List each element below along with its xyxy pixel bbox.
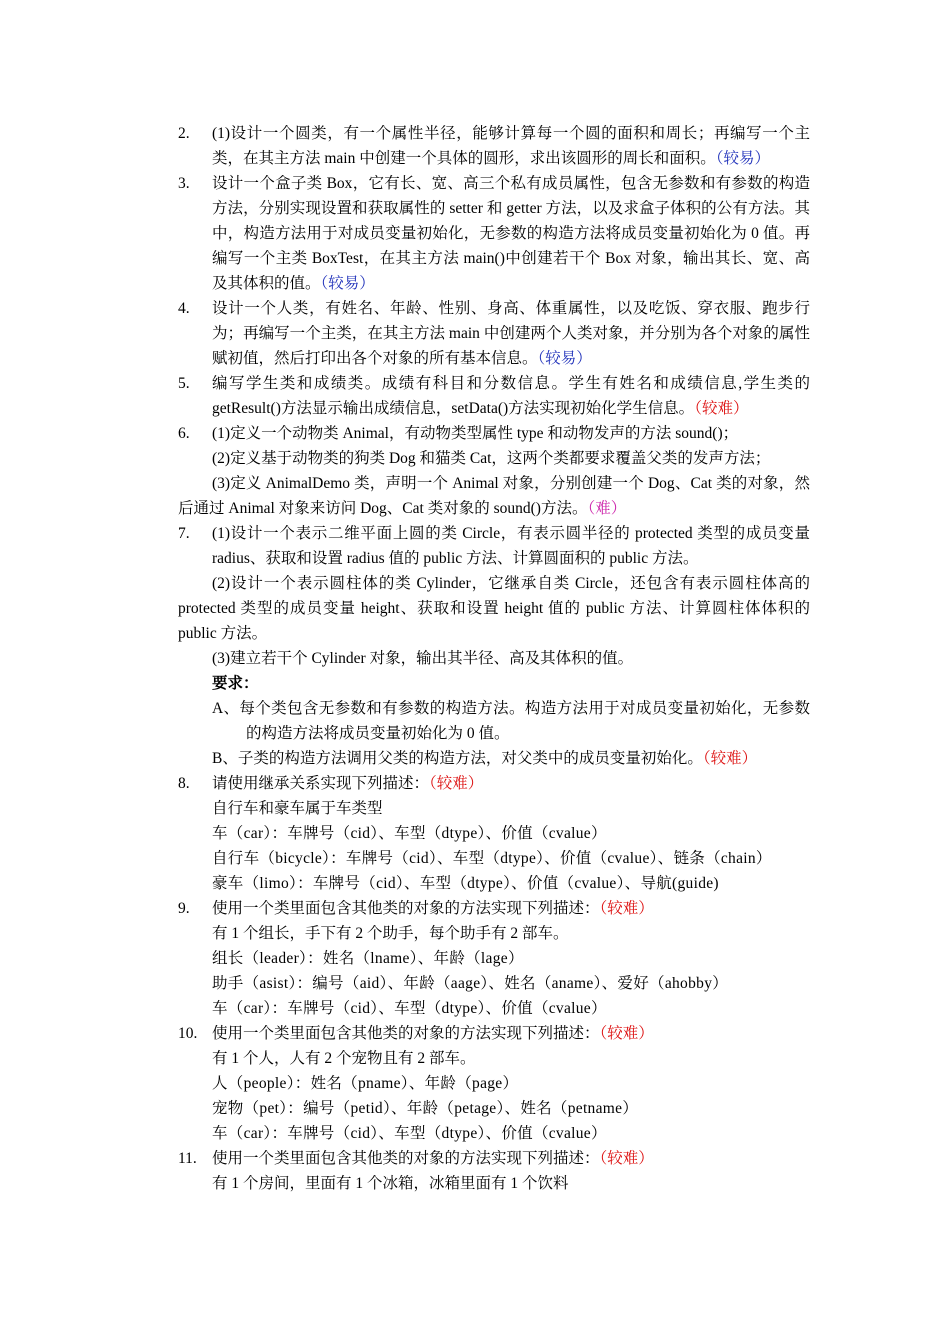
requirement-b: B、子类的构造方法调用父类的构造方法，对父类中的成员变量初始化。 — [212, 750, 703, 767]
question-number: 3. — [178, 175, 190, 192]
difficulty-tag: （较易） — [537, 350, 592, 367]
question-line: 车（car）：车牌号（cid）、车型（dtype）、价值（cvalue） — [212, 1000, 607, 1017]
question-10 — [178, 1021, 810, 1146]
question-line: (1)定义一个动物类 Animal，有动物类型属性 type 和动物发声的方法 sound()； — [212, 425, 739, 442]
question-line: (3)建立若干个 Cylinder 对象，输出其半径、高及其体积的值。 — [212, 650, 634, 667]
question-number: 2. — [178, 125, 190, 142]
question-9 — [178, 896, 810, 1021]
question-text: 使用一个类里面包含其他类的对象的方法实现下列描述： — [212, 1025, 600, 1042]
question-line: (2)定义基于动物类的狗类 Dog 和猫类 Cat，这两个类都要求覆盖父类的发声方法； — [212, 450, 771, 467]
question-line: 有 1 个房间，里面有 1 个冰箱，冰箱里面有 1 个饮料 — [212, 1175, 569, 1192]
question-number: 7. — [178, 525, 190, 542]
question-line: 宠物（pet）：编号（petid）、年龄（petage）、姓名（petname） — [212, 1100, 639, 1117]
difficulty-tag: （较难） — [702, 750, 758, 767]
question-5 — [178, 371, 810, 421]
question-line: 车（car）：车牌号（cid）、车型（dtype）、价值（cvalue） — [212, 825, 607, 842]
question-text: 请使用继承关系实现下列描述： — [212, 775, 430, 792]
question-text: 编写学生类和成绩类。成绩有科目和分数信息。学生有姓名和成绩信息,学生类的getResult()方法显示输出成绩信息，setData()方法实现初始化学生信息。 — [212, 375, 810, 417]
document-page — [178, 121, 810, 1196]
question-number: 4. — [178, 300, 190, 317]
requirements-heading: 要求： — [212, 675, 259, 692]
difficulty-tag: （较难） — [694, 400, 749, 417]
question-text: 使用一个类里面包含其他类的对象的方法实现下列描述： — [212, 1150, 600, 1167]
difficulty-tag: （较易） — [715, 150, 771, 167]
question-number: 10. — [178, 1025, 198, 1042]
question-line: (3)定义 AnimalDemo 类，声明一个 Animal 对象，分别创建一个 Dog、Cat 类的对象，然后通过 Animal 对象来访问 Dog、Cat 类对象的 sound()方法。 — [178, 475, 810, 517]
difficulty-tag: （较难） — [429, 775, 484, 792]
question-line: 有 1 个组长，手下有 2 个助手，每个助手有 2 部车。 — [212, 925, 569, 942]
question-text: 使用一个类里面包含其他类的对象的方法实现下列描述： — [212, 900, 600, 917]
question-6 — [178, 421, 810, 521]
question-number: 5. — [178, 375, 190, 392]
question-line: 豪车（limo）：车牌号（cid）、车型（dtype）、价值（cvalue）、导航(guide) — [212, 875, 719, 892]
question-text: (1)设计一个圆类，有一个属性半径，能够计算每一个圆的面积和周长；再编写一个主类，在其主方法 main 中创建一个具体的圆形，求出该圆形的周长和面积。 — [212, 125, 810, 167]
difficulty-tag: （较难） — [599, 900, 654, 917]
difficulty-tag: （较难） — [599, 1025, 654, 1042]
question-2 — [178, 121, 810, 171]
question-line: 人（people）：姓名（pname）、年龄（page） — [212, 1075, 519, 1092]
difficulty-tag: （难） — [587, 500, 627, 517]
question-line: 车（car）：车牌号（cid）、车型（dtype）、价值（cvalue） — [212, 1125, 607, 1142]
question-number: 8. — [178, 775, 190, 792]
question-3 — [178, 171, 810, 296]
question-line: 自行车和豪车属于车类型 — [212, 800, 383, 817]
question-number: 11. — [178, 1150, 197, 1167]
question-line: (1)设计一个表示二维平面上圆的类 Circle，有表示圆半径的 protected 类型的成员变量 radius、获取和设置 radius 值的 public 方法、计算圆面积的 public 方法。 — [212, 525, 810, 567]
question-7 — [178, 521, 810, 771]
difficulty-tag: （较易） — [320, 275, 375, 292]
question-line: 助手（asist）：编号（aid）、年龄（aage）、姓名（aname）、爱好（ahobby） — [212, 975, 729, 992]
question-number: 9. — [178, 900, 190, 917]
question-line: 组长（leader）：姓名（lname）、年龄（lage） — [212, 950, 524, 967]
question-line: 有 1 个人，人有 2 个宠物且有 2 部车。 — [212, 1050, 476, 1067]
question-number: 6. — [178, 425, 190, 442]
requirement-a: A、每个类包含无参数和有参数的构造方法。构造方法用于对成员变量初始化，无参数的构造方法将成员变量初始化为 0 值。 — [212, 700, 810, 742]
difficulty-tag: （较难） — [599, 1150, 654, 1167]
question-text: 设计一个人类，有姓名、年龄、性别、身高、体重属性，以及吃饭、穿衣服、跑步行为；再编写一个主类，在其主方法 main 中创建两个人类对象，并分别为各个对象的属性赋初值，然后打印出各个对象的所有基本信息。 — [212, 300, 810, 367]
question-11 — [178, 1146, 810, 1196]
question-text: 设计一个盒子类 Box，它有长、宽、高三个私有成员属性，包含无参数和有参数的构造方法，分别实现设置和获取属性的 setter 和 getter 方法，以及求盒子体积的公有方法。其中，构造方法用于对成员变量初始化，无参数的构造方法将成员变量初始化为 0 值。再编写一个主类 BoxTest，在其主方法 main()中创建若干个 Box 对象，输出其长、宽、高及其体积的值。 — [212, 175, 810, 292]
question-line: 自行车（bicycle）：车牌号（cid）、车型（dtype）、价值（cvalue）、链条（chain） — [212, 850, 772, 867]
question-line: (2)设计一个表示圆柱体的类 Cylinder，它继承自类 Circle，还包含有表示圆柱体高的 protected 类型的成员变量 height、获取和设置 height 值的 public 方法、计算圆柱体体积的 public 方法。 — [178, 575, 810, 642]
question-4 — [178, 296, 810, 371]
question-8 — [178, 771, 810, 896]
